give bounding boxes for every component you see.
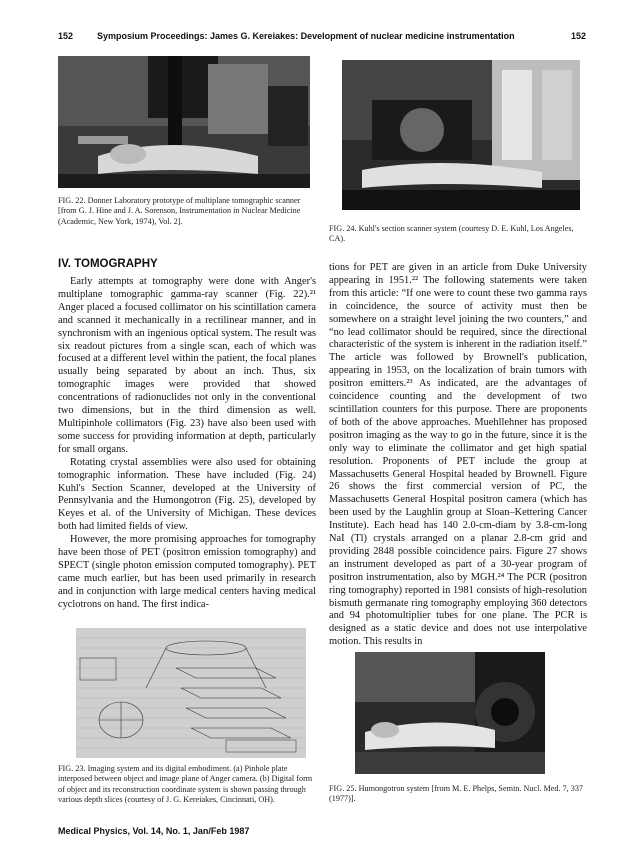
figure-25-caption: FIG. 25. Humongotron system [from M. E. Phelps, Semin. Nucl. Med. 7, 337 (1977)]. xyxy=(329,784,584,804)
paragraph: tions for PET are given in an article from Duke University appearing in 1951.²² The following statements were taken from this article: “If one were to count these two gamma rays in coincidence, the source of activity must then be somewhere on a straight level joining the two counters,” and “no lead collimator should be required, since the directional characteristic of the system is inherent in the radiation itself.” The article was followed by Brownell's publication, appearing in 1953, on the localization of brain tumors with positron emitters.²³ As indicated, are the advantages of coincidence counting and the development of two scintillation counters for this purpose. There are proponents of both of the above approaches. Muehllehner has proposed positron imaging as the way to go in the future, since it is the only way to eliminate the collimator and get high spatial resolution. Proponents of PET include the group at Massachusetts General Hospital headed by Brownell. Figure 26 shows the first commercial version of PC, the Massachusetts General Hospital positron camera (which has been used by the Laughlin group at Sloan–Kettering Cancer Institute). Each head has 140 2.0-cm-diam by 3.8-cm-long NaI (Tl) crystals arranged on a planar 2.8-cm grid and providing 2848 possible coincidence pairs. Figure 27 shows an instrument developed as part of a 30-year program of positron instrumentation, also by MGH.²⁴ The PCR (positron ring tomography) reported in 1981 consists of high-resolution bismuth germanate ring tomography employing 360 detectors and 94 photomultiplier tubes for one plane. The PCR is designed as a static device and does not use interpolative motion. This results in xyxy=(329,262,587,648)
paragraph: Rotating crystal assemblies were also used for obtaining tomographic information. These have included (Fig. 24) Kuhl's Section Scanner, developed at the University of Pennsylvania and the Humongotron (Fig. 25), developed by Keyes et al. of the University of Michigan. These devices both had limited fields of view. xyxy=(58,456,316,533)
page-number-left: 152 xyxy=(58,31,74,41)
figure-23-caption: FIG. 23. Imaging system and its digital embodiment. (a) Pinhole plate interposed between object and image plane of Anger camera. (b) Digital form of object and its reconstruction coordinate system is shown passing through various depth slices (courtesy of J. G. Kereiakes, Cincinnati, OH). xyxy=(58,764,313,805)
journal-footer: Medical Physics, Vol. 14, No. 1, Jan/Feb 1987 xyxy=(58,826,250,836)
left-column-text xyxy=(58,276,316,612)
figure-25-photo xyxy=(355,652,545,774)
paragraph: However, the more promising approaches for tomography have been those of PET (positron emission tomography) and SPECT (single photon emission computed tomography). PET came much earlier, but has been used primarily in research and in conjunction with large medical centers having medical cyclotrons on hand. The first indica- xyxy=(58,534,316,610)
section-heading: IV. TOMOGRAPHY xyxy=(58,258,158,270)
page-number-right: 152 xyxy=(570,31,586,41)
figure-24-caption: FIG. 24. Kuhl's section scanner system (courtesy D. E. Kuhl, Los Angeles, CA). xyxy=(329,224,574,244)
running-title: Symposium Proceedings: James G. Kereiakes: Development of nuclear medicine instrumentation xyxy=(97,31,515,41)
paragraph: Early attempts at tomography were done with Anger's multiplane tomographic gamma-ray scanner (Fig. 22).²¹ Anger placed a focused collimator on his scintillation camera and scanned it mechanically in a rectilinear manner, and in synchronism with an ingenious optical system. The result was six readout pictures from a single scan, each of which was focused at a different level within the patient, the focal planes usually being separated by about an inch. Thus, six tomographic images were provided that showed concentrations of radionuclides not only in the conventional two dimensions, but in the third dimension as well. Multipinhole collimators (Fig. 23) have also been used with some success for providing information at depth, particularly for small organs. xyxy=(58,276,316,455)
figure-23-diagram xyxy=(76,628,306,758)
figure-22-caption: FIG. 22. Donner Laboratory prototype of multiplane tomographic scanner [from G. J. Hine and J. A. Sorenson, Instrumentation in Nuclear Medicine (Academic, New York, 1974), Vol. 2]. xyxy=(58,196,301,226)
figure-24-photo xyxy=(342,60,580,210)
right-column-text xyxy=(329,262,587,649)
figure-22-photo xyxy=(58,56,310,188)
running-header xyxy=(0,31,638,47)
